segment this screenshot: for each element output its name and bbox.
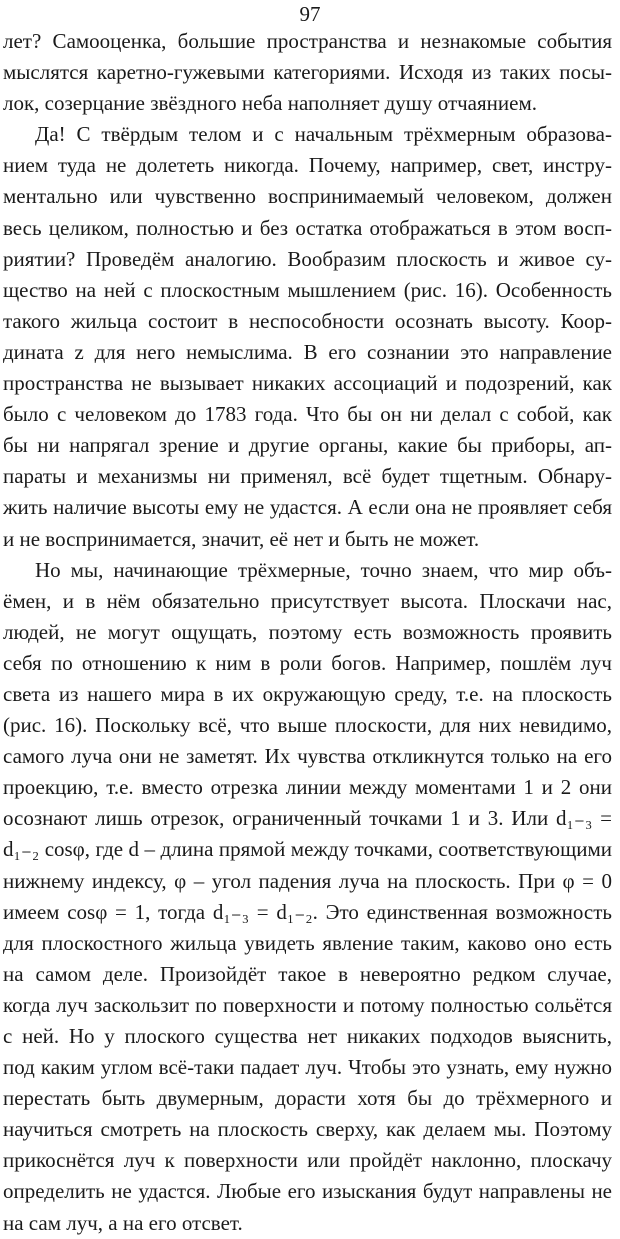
- text-line: и не воспринимается, значит, её нет и быть не может.: [3, 526, 480, 551]
- body-text: [3, 26, 612, 1239]
- text-line: ёмен, и в нём обязательно присутствует высота. Плоскачи нас,: [3, 588, 612, 613]
- text-line: d₁₋₂ cosφ, где d – длина прямой между точками, соответствующими: [3, 837, 612, 862]
- text-line: с ней. Но у плоского существа нет никаких подходов выяснить,: [3, 1024, 612, 1048]
- text-line: риятии? Проведём аналогию. Вообразим плоскость и живое су-: [3, 246, 612, 271]
- text-line: Да! С твёрдым телом и с начальным трёхмерным образова-: [35, 122, 612, 147]
- text-line: людей, не могут ощущать, поэтому есть возможность проявить: [3, 619, 612, 644]
- text-line: перестать быть двумерным, дорасти хотя бы до трёхмерного и: [3, 1086, 612, 1111]
- text-line: света из нашего мира в их окружающую среду, т.е. на плоскость: [3, 681, 612, 706]
- text-line: такого жильца состоит в неспособности осознать высоту. Коор-: [3, 308, 612, 333]
- text-line: бы ни напрягал зрение и другие органы, какие бы приборы, ап-: [3, 433, 612, 458]
- text-line: пространства не вызывает никаких ассоциаций и подозрений, как: [3, 371, 612, 396]
- text-line: на сам луч, а на его отсвет.: [3, 1210, 243, 1235]
- text-line: (рис. 16). Поскольку всё, что выше плоскости, для них невидимо,: [3, 713, 612, 738]
- text-line: жить наличие высоты ему не удастся. А если она не проявляет себя: [3, 495, 612, 520]
- text-line: Но мы, начинающие трёхмерные, точно знаем, что мир объ-: [35, 557, 612, 582]
- text-line: под каким углом всё-таки падает луч. Чтобы это узнать, ему нужно: [3, 1055, 612, 1080]
- page-number: 97: [299, 2, 321, 26]
- text-line: имеем cosφ = 1, тогда d₁₋₃ = d₁₋₂. Это единственная возможность: [3, 899, 612, 924]
- text-line: когда луч заскользит по поверхности и потому полностью сольётся: [3, 992, 612, 1017]
- text-line: научиться смотреть на плоскость сверху, как делаем мы. Поэтому: [3, 1117, 612, 1142]
- text-line: нижнему индексу, φ – угол падения луча на плоскость. При φ = 0: [3, 868, 612, 893]
- text-line: на самом деле. Произойдёт такое в невероятно редком случае,: [3, 961, 612, 986]
- text-line: определить не удастся. Любые его изыскания будут направлены не: [3, 1179, 612, 1204]
- text-line: щество на ней с плоскостным мышлением (рис. 16). Особенность: [3, 277, 612, 302]
- text-line: было с человеком до 1783 года. Что бы он ни делал с собой, как: [3, 402, 612, 427]
- text-line: нием туда не долететь никогда. Почему, например, свет, инстру-: [3, 153, 612, 178]
- text-line: мыслятся каретно-гужевыми категориями. Исходя из таких посы-: [3, 60, 612, 85]
- text-line: параты и механизмы ни применял, всё будет тщетным. Обнару-: [3, 464, 612, 489]
- text-line: дината z для него немыслима. В его сознании это направление: [3, 339, 612, 364]
- text-line: ментально или чувственно воспринимаемый человеком, должен: [3, 184, 612, 209]
- text-line: проекцию, т.е. вместо отрезка линии между моментами 1 и 2 они: [3, 775, 612, 800]
- text-line: для плоскостного жильца увидеть явление таким, каково оно есть: [3, 930, 612, 955]
- text-line: осознают лишь отрезок, ограниченный точками 1 и 3. Или d₁₋₃ =: [3, 806, 612, 831]
- text-line: лок, созерцание звёздного неба наполняет душу отчаянием.: [3, 91, 538, 116]
- text-line: себя по отношению к ним в роли богов. Например, пошлём луч: [3, 650, 612, 675]
- text-line: самого луча они не заметят. Их чувства откликнутся только на его: [3, 744, 612, 769]
- text-line: лет? Самооценка, большие пространства и незнакомые события: [3, 29, 612, 53]
- text-line: весь целиком, полностью и без остатка отображаться в этом восп-: [3, 215, 612, 240]
- text-line: прикоснётся луч к поверхности или пройдёт наклонно, плоскачу: [3, 1148, 612, 1173]
